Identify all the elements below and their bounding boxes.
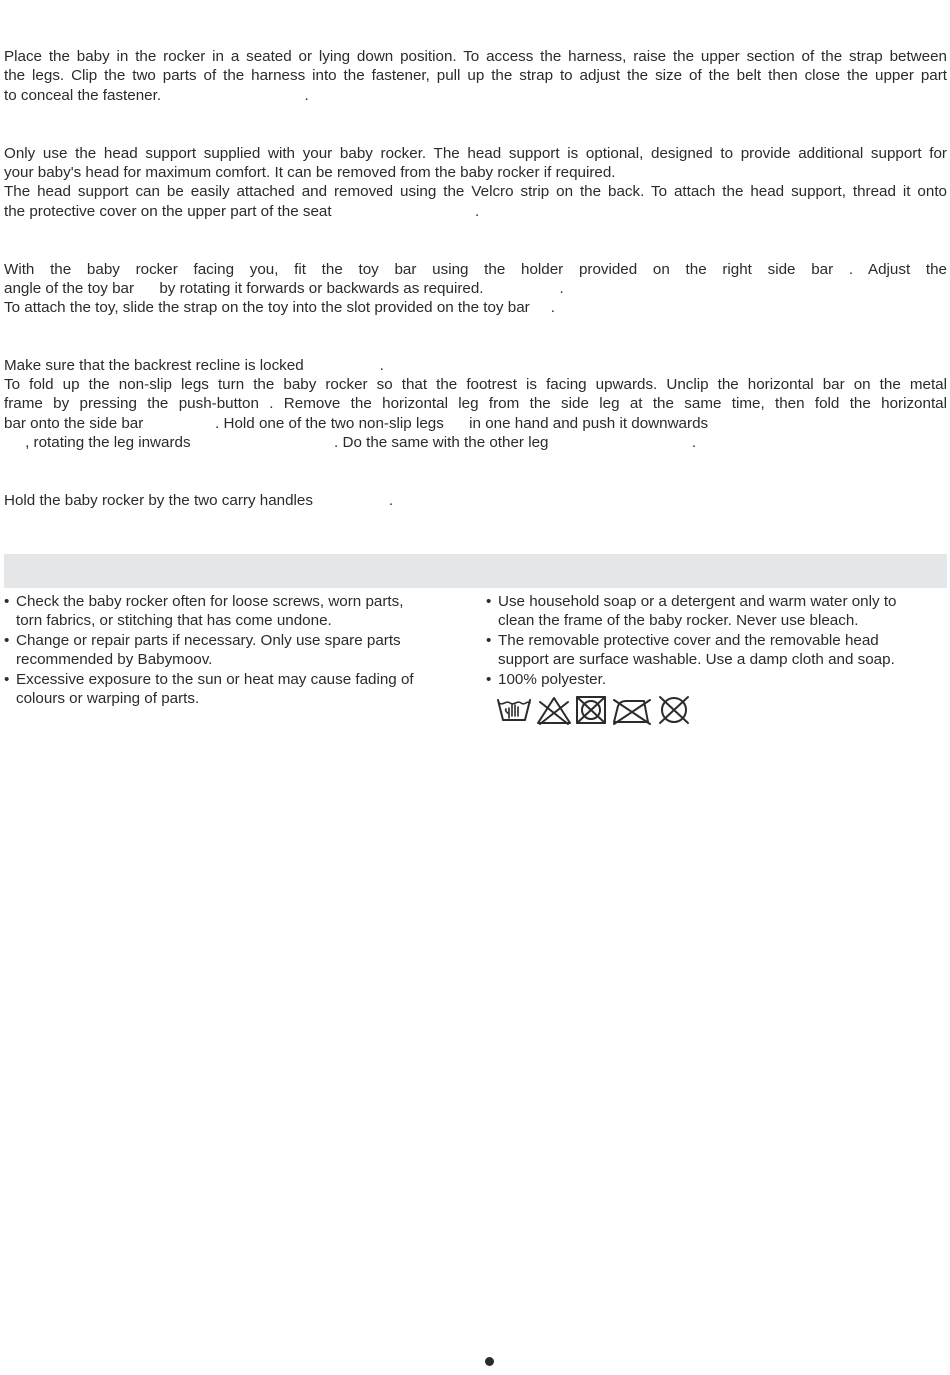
page-bullet: [485, 1357, 494, 1366]
list-item-text: • Excessive exposure to the sun or heat may cause fading of: [16, 670, 414, 688]
do-not-dry-clean-icon: [660, 697, 688, 723]
text-line: Place the baby in the rocker in a seated or lying down position. To access the harness, raise the upper section of the strap between: [4, 48, 947, 65]
toy-bar-paragraph: [4, 260, 947, 279]
text-line: , rotating the leg inwards . Do the same with the other leg .: [4, 434, 697, 451]
head-support-paragraph: [4, 144, 947, 163]
maintenance-right-list: [486, 592, 946, 689]
text-line: Hold the baby rocker by the two carry handles .: [4, 492, 394, 509]
section-heading-band: [4, 554, 947, 588]
text-line: your baby's head for maximum comfort. It can be removed from the baby rocker if required.: [4, 164, 616, 181]
list-item-text: colours or warping of parts.: [16, 690, 200, 708]
list-item-text: • Change or repair parts if necessary. Only use spare parts: [16, 631, 401, 649]
folding-paragraph: [4, 375, 947, 414]
list-item: [486, 592, 946, 631]
head-support-paragraph-2: [4, 182, 947, 201]
list-item: [4, 670, 474, 709]
do-not-bleach-icon: [538, 698, 570, 724]
text-line: To fold up the non-slip legs turn the baby rocker so that the footrest is facing upwards. Unclip the horizontal bar on the metal: [4, 376, 947, 393]
list-item-text: recommended by Babymoov.: [16, 651, 213, 669]
hand-wash-icon: [498, 700, 530, 720]
list-item-text: • Use household soap or a detergent and warm water only to: [498, 593, 897, 610]
list-item-text: clean the frame of the baby rocker. Never use bleach.: [498, 612, 859, 630]
text-line: bar onto the side bar . Hold one of the two non-slip legs in one hand and push it downwards: [4, 415, 709, 432]
text-line: To attach the toy, slide the strap on the toy into the slot provided on the toy bar .: [4, 299, 556, 316]
list-item-text: torn fabrics, or stitching that has come undone.: [16, 612, 332, 630]
list-item-text: support are surface washable. Use a damp cloth and soap.: [498, 651, 895, 669]
text-line: angle of the toy bar by rotating it forwards or backwards as required. .: [4, 280, 564, 297]
harness-paragraph: [4, 47, 947, 86]
list-item: [4, 592, 474, 631]
text-line: the protective cover on the upper part of the seat .: [4, 203, 480, 220]
do-not-iron-icon: [614, 700, 650, 724]
maintenance-left-list: [4, 592, 474, 708]
list-item-text: • The removable protective cover and the removable head: [498, 631, 879, 649]
text-line: the legs. Clip the two parts of the harness into the fastener, pull up the strap to adjust the size of the belt then close the upper part: [4, 67, 947, 85]
care-symbols: [496, 694, 696, 726]
list-item: [4, 631, 474, 670]
list-item-text: • 100% polyester.: [498, 670, 607, 688]
text-line: Make sure that the backrest recline is locked .: [4, 357, 384, 374]
list-item: [486, 670, 946, 689]
text-line: With the baby rocker facing you, fit the toy bar using the holder provided on the right side bar . Adjust the: [4, 261, 947, 278]
text-line: frame by pressing the push-button . Remove the horizontal leg from the side leg at the same time, then fold the horizontal: [4, 395, 947, 413]
do-not-tumble-dry-icon: [577, 697, 605, 723]
list-item: [486, 631, 946, 670]
list-item-text: • Check the baby rocker often for loose screws, worn parts,: [16, 593, 404, 610]
text-line: to conceal the fastener. .: [4, 87, 309, 104]
text-line: Only use the head support supplied with your baby rocker. The head support is optional, designed to provide additional support for: [4, 145, 947, 162]
text-line: The head support can be easily attached and removed using the Velcro strip on the back. To attach the head support, thread it onto: [4, 183, 947, 200]
